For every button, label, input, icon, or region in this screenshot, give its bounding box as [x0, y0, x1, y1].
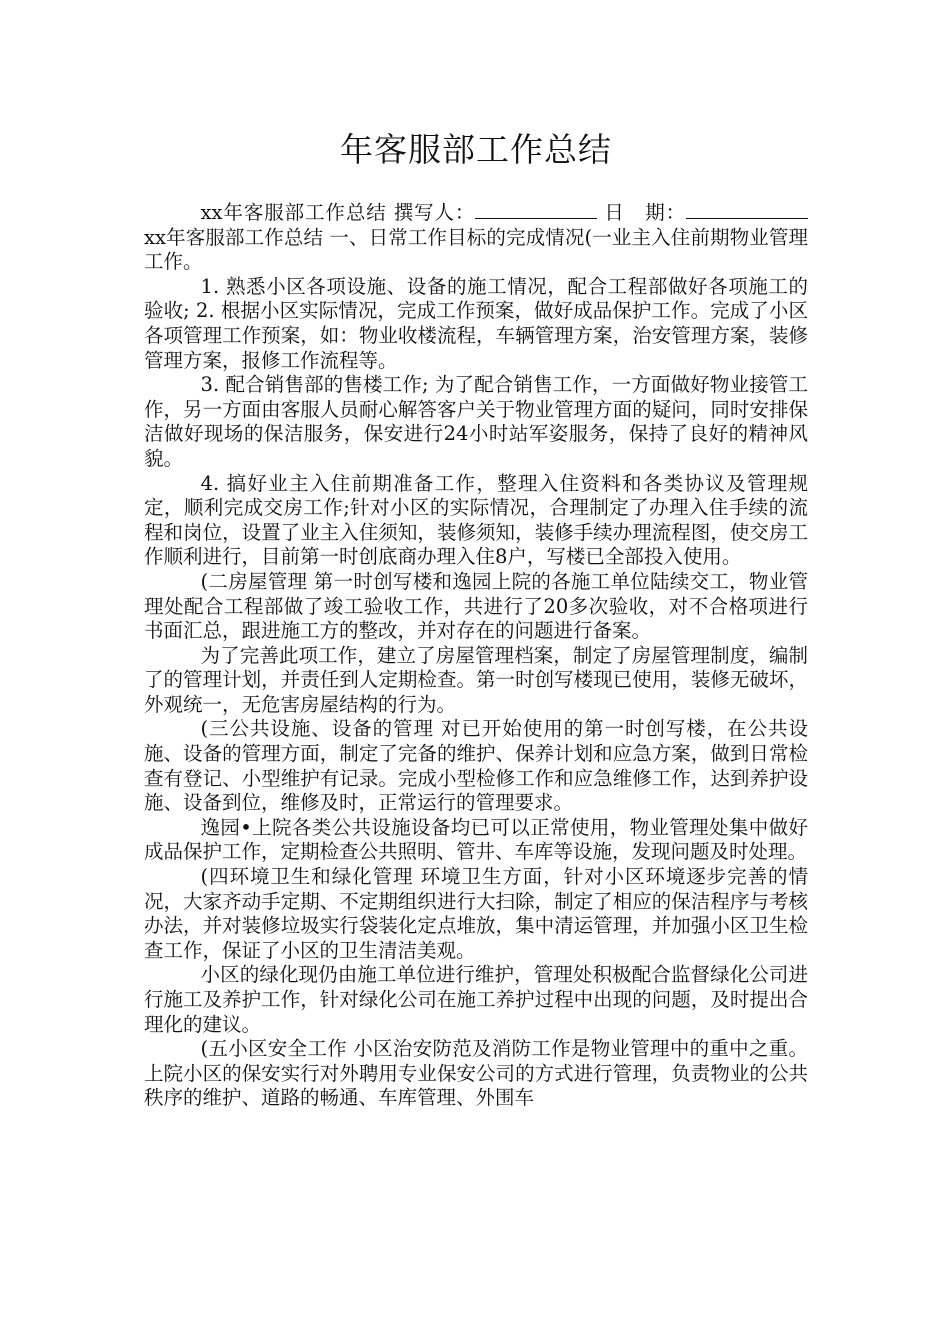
header-line [144, 200, 848, 275]
paragraph-5: 为了完善此项工作，建立了房屋管理档案，制定了房屋管理制度，编制了的管理计划，并责任到人定期检查。第一时创写楼现已使用，装修无破坏，外观统一，无危害房屋结构的行为。 [144, 643, 808, 716]
paragraph-2: 3. 配合销售部的售楼工作; 为了配合销售工作，一方面做好物业接管工作，另一方面由客服人员耐心解答客户关于物业管理方面的疑问，同时安排保洁做好现场的保洁服务，保安进行24小时站军姿服务，保持了良好的精神风貌。 [144, 373, 808, 470]
paragraph-1: 1. 熟悉小区各项设施、设备的施工情况，配合工程部做好各项施工的验收; 2. 根据小区实际情况，完成工作预案，做好成品保护工作。完成了小区各项管理工作预案，如：物业收楼流程，车辆管理方案，治安管理方案，装修管理方案，报修工作流程等。 [144, 274, 808, 372]
paragraph-3: 4. 搞好业主入住前期准备工作，整理入住资料和各类协议及管理规定，顺利完成交房工作;针对小区的实际情况，合理制定了办理入住手续的流程和岗位，设置了业主入住须知，装修须知，装修手续办理流程图，使交房工作顺利进行，目前第一时创底商办理入住8户，写楼已全部投入使用。 [144, 471, 808, 569]
date-blank [686, 200, 742, 219]
header-prefix: xx年客服部工作总结 撰写人： [200, 201, 476, 224]
header-continuation: xx年客服部工作总结 一、日常工作目标的完成情况(一业主入住前期物业管理工作。 [144, 201, 848, 274]
paragraph-9: 小区的绿化现仍由施工单位进行维护，管理处积极配合监督绿化公司进行施工及养护工作，针对绿化公司在施工养护过程中出现的问题，及时提出合理化的建议。 [144, 963, 808, 1036]
paragraph-8: (四环境卫生和绿化管理 环境卫生方面，针对小区环境逐步完善的情况，大家齐动手定期、不定期组织进行大扫除，制定了相应的保洁程序与考核办法，并对装修垃圾实行袋装化定点堆放，集中清运管理，并加强小区卫生检查工作，保证了小区的卫生清洁美观。 [144, 865, 808, 962]
paragraph-10: (五小区安全工作 小区治安防范及消防工作是物业管理中的重中之重。上院小区的保安实行对外聘用专业保安公司的方式进行管理，负责物业的公共秩序的维护、道路的畅通、车库管理、外围车 [144, 1037, 808, 1110]
paragraph-7: 逸园•上院各类公共设施设备均已可以正常使用，物业管理处集中做好成品保护工作，定期检查公共照明、管井、车库等设施，发现问题及时处理。 [144, 815, 808, 864]
paragraph-6: (三公共设施、设备的管理 对已开始使用的第一时创写楼，在公共设施、设备的管理方面，制定了完备的维护、保养计划和应急方案，做到日常检查有登记、小型维护有记录。完成小型检修工作和应急维修工作，达到养护设施、设备到位，维修及时，正常运行的管理要求。 [144, 717, 808, 815]
date-label: 日 期： [597, 201, 686, 224]
author-blank [475, 200, 597, 219]
document-body [144, 200, 848, 1111]
document-title: 年客服部工作总结 [340, 130, 612, 169]
paragraph-4: (二房屋管理 第一时创写楼和逸园上院的各施工单位陆续交工，物业管理处配合工程部做了竣工验收工作，共进行了20多次验收，对不合格项进行书面汇总，跟进施工方的整改，并对存在的问题进行备案。 [144, 569, 808, 643]
date-blank-continued [742, 200, 808, 219]
